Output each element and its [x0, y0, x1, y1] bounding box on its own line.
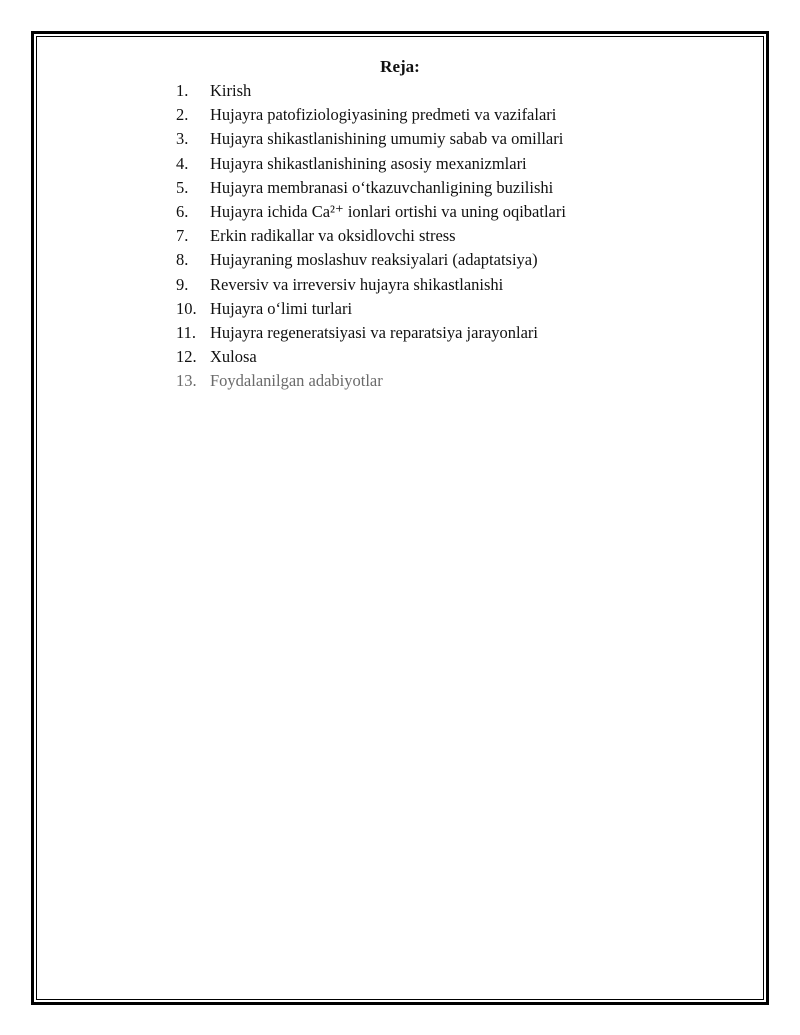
- toc-item-number: 11.: [176, 322, 197, 342]
- toc-item-1: [176, 79, 566, 103]
- toc-item-text: Hujayra membranasi o‘tkazuvchanligining buzilishi: [210, 177, 554, 197]
- toc-item-text: Hujayra o‘limi turlari: [210, 298, 353, 318]
- toc-item-11: [176, 321, 566, 345]
- toc-item-4: [176, 152, 566, 176]
- toc-item-number: 6.: [176, 202, 189, 222]
- document-title: Reja:: [380, 57, 420, 76]
- toc-item-number: 8.: [176, 250, 189, 270]
- toc-item-9: [176, 273, 566, 297]
- toc-item-number: 3.: [176, 129, 189, 149]
- toc-item-text: Foydalanilgan adabiyotlar: [210, 371, 383, 391]
- toc-item-12: [176, 345, 566, 369]
- toc-item-text: Reversiv va irreversiv hujayra shikastlanishi: [210, 274, 504, 294]
- toc-item-7: [176, 224, 566, 248]
- toc-item-6: [176, 200, 566, 224]
- toc-item-number: 7.: [176, 226, 189, 246]
- toc-item-text: Hujayra shikastlanishining umumiy sabab va omillari: [210, 129, 564, 149]
- toc-item-text: Hujayra patofiziologiyasining predmeti va vazifalari: [210, 105, 557, 125]
- toc-item-text: Erkin radikallar va oksidlovchi stress: [210, 226, 456, 246]
- toc-item-10: [176, 297, 566, 321]
- table-of-contents: [176, 79, 566, 393]
- toc-item-number: 5.: [176, 177, 189, 197]
- toc-item-number: 13.: [176, 371, 197, 391]
- toc-item-text: Xulosa: [210, 347, 257, 367]
- toc-item-text: Hujayraning moslashuv reaksiyalari (adaptatsiya): [210, 250, 538, 270]
- toc-item-number: 1.: [176, 81, 189, 101]
- toc-item-number: 9.: [176, 274, 189, 294]
- toc-item-number: 4.: [176, 153, 189, 173]
- toc-item-2: [176, 103, 566, 127]
- toc-item-number: 12.: [176, 347, 197, 367]
- toc-item-13: [176, 369, 566, 393]
- toc-item-3: [176, 127, 566, 151]
- toc-item-number: 2.: [176, 105, 189, 125]
- toc-item-text: Kirish: [210, 81, 252, 101]
- toc-item-text: Hujayra ichida Ca²⁺ ionlari ortishi va uning oqibatlari: [210, 202, 566, 222]
- toc-item-text: Hujayra regeneratsiyasi va reparatsiya jarayonlari: [210, 322, 539, 342]
- toc-item-text: Hujayra shikastlanishining asosiy mexanizmlari: [210, 153, 527, 173]
- toc-item-5: [176, 176, 566, 200]
- toc-item-number: 10.: [176, 298, 197, 318]
- toc-item-8: [176, 248, 566, 272]
